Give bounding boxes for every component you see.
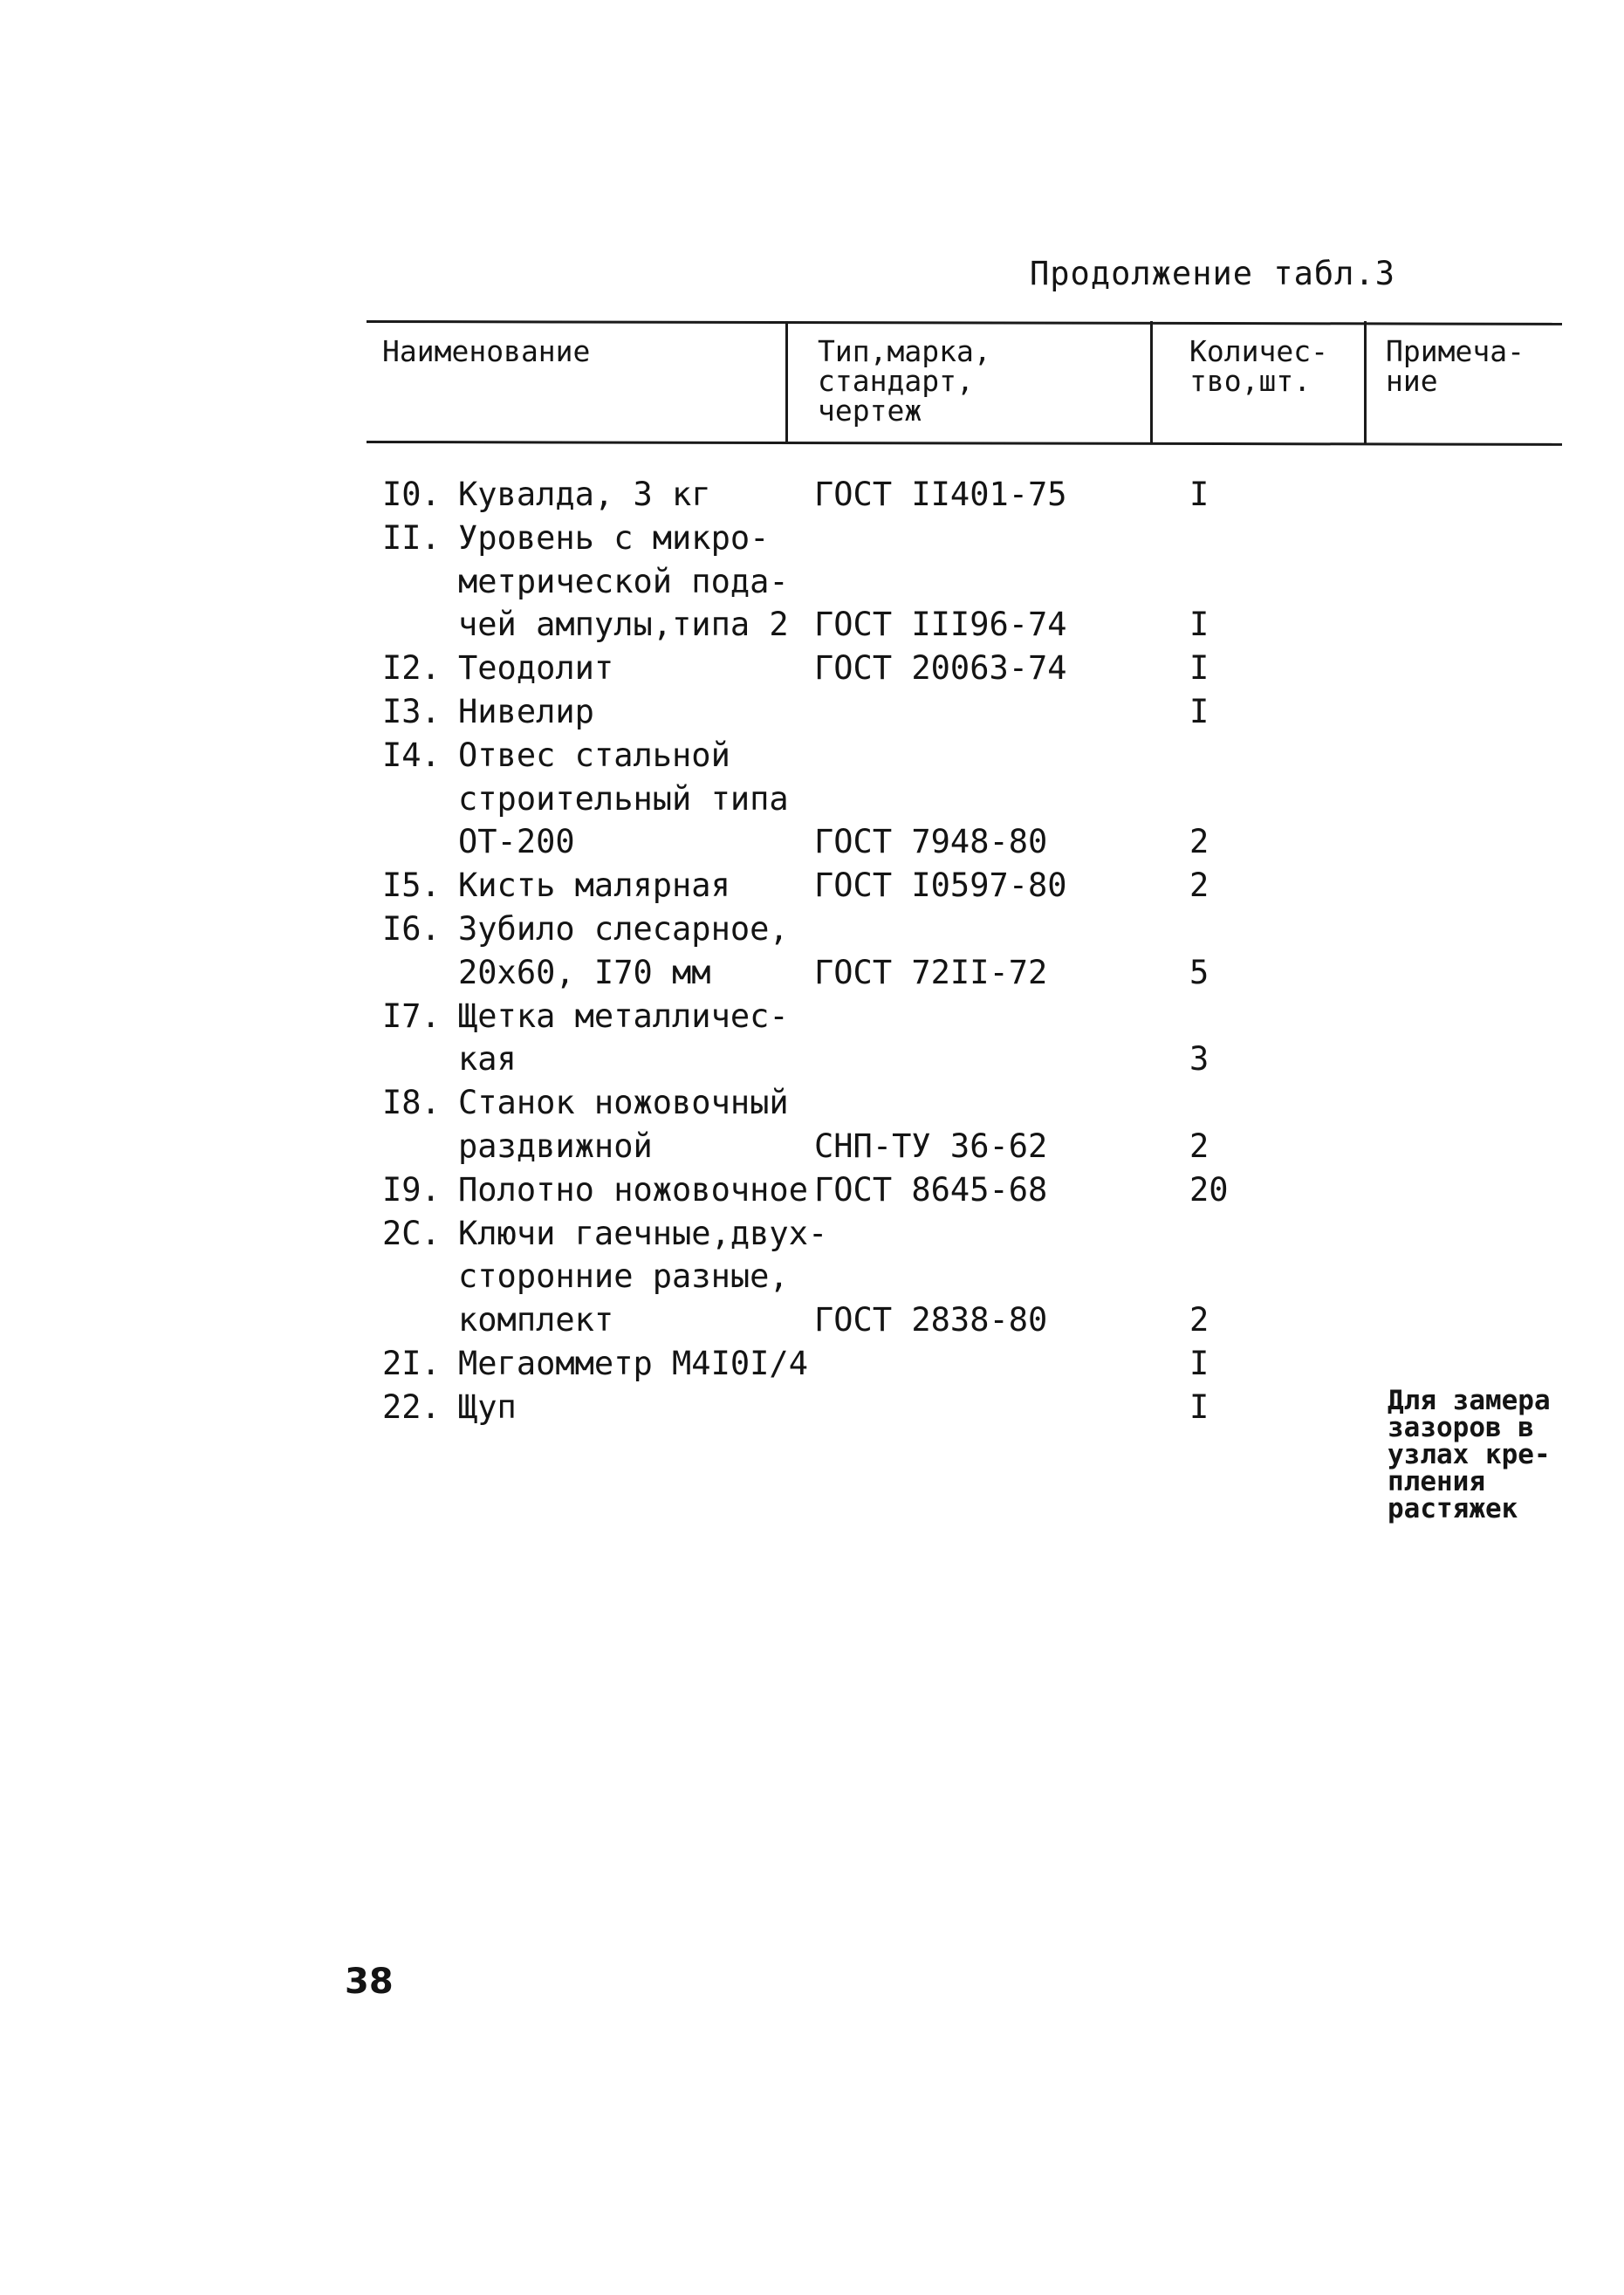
row-22-note: Для замера зазоров в узлах кре- пления растяжек bbox=[1388, 1385, 1551, 1524]
item-name: Станок ножовочный bbox=[458, 1084, 789, 1122]
table-row bbox=[0, 603, 1624, 647]
item-standard: ГОСТ 72II-72 bbox=[814, 953, 1048, 991]
table-row bbox=[0, 778, 1624, 821]
page-number: 38 bbox=[345, 1962, 394, 2002]
table-row bbox=[0, 864, 1624, 908]
table-row bbox=[0, 560, 1624, 604]
row-number: I2. bbox=[382, 649, 441, 688]
item-standard: ГОСТ I0597-80 bbox=[814, 867, 1067, 905]
item-quantity: I bbox=[1189, 1345, 1209, 1382]
row-number: I9. bbox=[382, 1170, 441, 1209]
item-standard: СНП-ТУ 36-62 bbox=[814, 1127, 1048, 1165]
item-name: Мегаомметр М4I0I/4 bbox=[458, 1345, 808, 1382]
row-number: 2I. bbox=[382, 1345, 441, 1382]
table-row bbox=[0, 1255, 1624, 1298]
row-number: 22. bbox=[382, 1387, 441, 1426]
header-qty: Количес- тво,шт. bbox=[1189, 334, 1328, 398]
item-name: Кувалда, 3 кг bbox=[458, 476, 711, 513]
item-standard: ГОСТ III96-74 bbox=[814, 606, 1067, 644]
item-name: метрической пода- bbox=[458, 562, 789, 600]
item-standard: ГОСТ 7948-80 bbox=[814, 823, 1048, 861]
header-note: Примеча- ние bbox=[1386, 334, 1525, 398]
table-row bbox=[0, 1125, 1624, 1168]
item-name: Ключи гаечные,двух- bbox=[458, 1214, 828, 1252]
item-name: сторонние разные, bbox=[458, 1257, 789, 1296]
table-header-rule bbox=[367, 441, 1562, 446]
item-quantity: 20 bbox=[1189, 1170, 1229, 1209]
table-top-rule bbox=[367, 320, 1562, 325]
item-quantity: 5 bbox=[1189, 953, 1209, 991]
table-row bbox=[0, 1038, 1624, 1081]
item-quantity: I bbox=[1189, 606, 1209, 644]
item-name: Полотно ножовочное bbox=[458, 1170, 808, 1209]
table-caption: Продолжение табл.3 bbox=[1030, 255, 1395, 292]
table-row bbox=[0, 908, 1624, 951]
item-quantity: I bbox=[1189, 476, 1209, 513]
item-quantity: 2 bbox=[1189, 1301, 1209, 1339]
table-row bbox=[0, 1342, 1624, 1386]
item-name: кая bbox=[458, 1040, 517, 1079]
item-name: комплект bbox=[458, 1301, 614, 1339]
item-standard: ГОСТ 2838-80 bbox=[814, 1301, 1048, 1339]
table-row bbox=[0, 1168, 1624, 1212]
item-quantity: 3 bbox=[1189, 1040, 1209, 1079]
header-name: Наименование bbox=[382, 334, 591, 368]
table-row bbox=[0, 517, 1624, 560]
item-name: строительный типа bbox=[458, 779, 789, 818]
table-row bbox=[0, 1212, 1624, 1256]
row-number: II. bbox=[382, 518, 441, 557]
column-divider bbox=[1364, 321, 1367, 443]
item-quantity: 2 bbox=[1189, 1127, 1209, 1165]
table-row bbox=[0, 1386, 1624, 1429]
row-number: I7. bbox=[382, 997, 441, 1035]
item-name: Щуп bbox=[458, 1387, 517, 1426]
row-number: I4. bbox=[382, 736, 441, 774]
item-name: раздвижной bbox=[458, 1127, 653, 1165]
item-name: 20x60, I70 мм bbox=[458, 953, 711, 991]
item-quantity: I bbox=[1189, 649, 1209, 688]
item-name: Отвес стальной bbox=[458, 736, 730, 774]
table-row bbox=[0, 1081, 1624, 1125]
row-number: I3. bbox=[382, 693, 441, 730]
column-divider bbox=[1150, 321, 1153, 443]
row-number: I8. bbox=[382, 1084, 441, 1122]
item-standard: ГОСТ 20063-74 bbox=[814, 649, 1067, 688]
item-name: ОТ-200 bbox=[458, 823, 575, 861]
item-name: Щетка металличес- bbox=[458, 997, 789, 1035]
table-row bbox=[0, 734, 1624, 778]
table-row bbox=[0, 820, 1624, 864]
header-type: Тип,марка, стандарт, чертеж bbox=[818, 334, 991, 428]
item-name: Уровень с микро- bbox=[458, 518, 770, 557]
table-row bbox=[0, 951, 1624, 995]
item-standard: ГОСТ 8645-68 bbox=[814, 1170, 1048, 1209]
item-name: Зубило слесарное, bbox=[458, 910, 789, 948]
item-name: Нивелир bbox=[458, 693, 594, 730]
column-divider bbox=[785, 321, 788, 443]
table-row bbox=[0, 473, 1624, 517]
table-row bbox=[0, 647, 1624, 690]
table-row bbox=[0, 995, 1624, 1038]
item-name: Кисть малярная bbox=[458, 867, 730, 905]
row-number: I0. bbox=[382, 476, 441, 513]
item-quantity: 2 bbox=[1189, 867, 1209, 905]
row-number: 2C. bbox=[382, 1214, 441, 1252]
row-number: I5. bbox=[382, 867, 441, 905]
item-name: Теодолит bbox=[458, 649, 614, 688]
item-quantity: 2 bbox=[1189, 823, 1209, 861]
item-quantity: I bbox=[1189, 1387, 1209, 1426]
table-row bbox=[0, 690, 1624, 734]
item-standard: ГОСТ II401-75 bbox=[814, 476, 1067, 513]
item-quantity: I bbox=[1189, 693, 1209, 730]
row-number: I6. bbox=[382, 910, 441, 948]
table-row bbox=[0, 1298, 1624, 1342]
item-name: чей ампулы,типа 2 bbox=[458, 606, 789, 644]
